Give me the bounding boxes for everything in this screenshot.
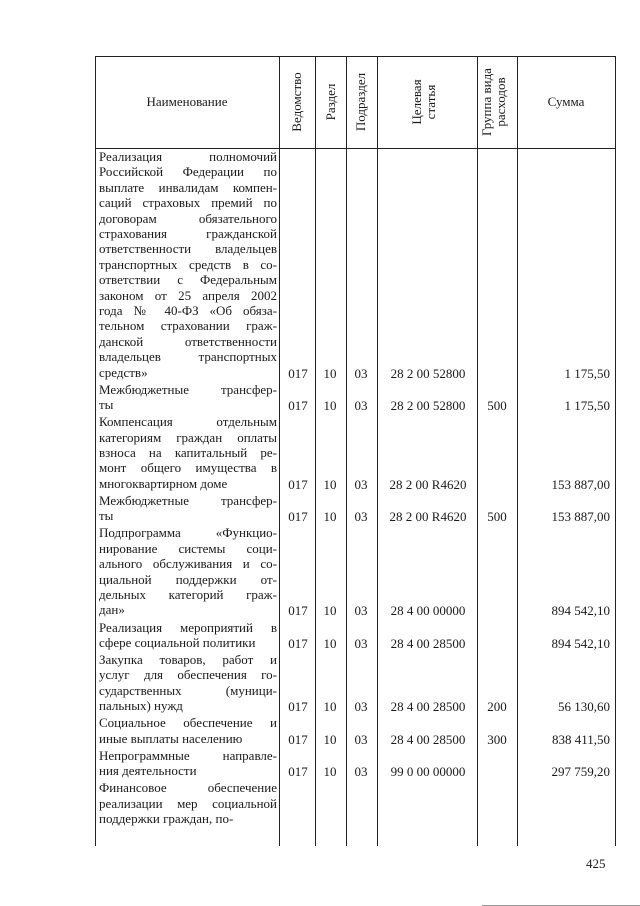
row-summa: 297 759,20 — [551, 764, 610, 780]
row-name-line: Подпрограмма «Функцио- — [99, 525, 277, 541]
row-celevaya-statya: 28 4 00 28500 — [390, 635, 466, 651]
row-podrazdel: 03 — [354, 764, 368, 780]
row-name — [99, 525, 277, 617]
row-name — [99, 620, 277, 651]
header-gruppa-vida-rashodov — [480, 59, 512, 145]
row-name-line: Финансовое обеспечение — [99, 780, 277, 796]
row-summa: 153 887,00 — [551, 476, 610, 492]
row-summa: 1 175,50 — [564, 398, 610, 414]
row-podrazdel: 03 — [354, 603, 368, 619]
header-celevaya-line2: статья — [423, 84, 438, 120]
header-razdel: Раздел — [323, 83, 338, 121]
row-vedomstvo: 017 — [288, 731, 308, 747]
row-name-line: дельных категорий граж- — [99, 587, 277, 603]
row-gruppa-vida: 500 — [487, 509, 507, 525]
row-name — [99, 382, 277, 413]
row-summa: 838 411,50 — [551, 731, 610, 747]
row-celevaya-statya: 28 2 00 52800 — [390, 365, 466, 381]
table-row — [95, 780, 616, 826]
row-name — [99, 493, 277, 524]
header-gruppa-line2: расходов — [493, 77, 508, 127]
header-gruppa-line1: Группа вида — [479, 68, 494, 136]
row-name-line: поддержки граждан, по- — [99, 811, 234, 827]
row-name — [99, 715, 277, 746]
row-celevaya-statya: 28 4 00 28500 — [390, 731, 466, 747]
row-podrazdel: 03 — [354, 509, 368, 525]
row-name-line: услуг для обеспечения го- — [99, 667, 277, 683]
row-vedomstvo: 017 — [288, 764, 308, 780]
row-gruppa-vida: 200 — [487, 699, 507, 715]
table-row — [95, 149, 616, 380]
row-name-line: ответственности владельцев — [99, 241, 277, 257]
row-name-line: иные выплаты населению — [99, 730, 243, 746]
row-vedomstvo: 017 — [288, 509, 308, 525]
row-name — [99, 652, 277, 714]
row-name-line: тельном страховании граж- — [99, 318, 277, 334]
row-vedomstvo: 017 — [288, 603, 308, 619]
row-name-line: сударственных (муници- — [99, 682, 277, 698]
row-name-line: многоквартирном доме — [99, 475, 228, 491]
table-row — [95, 414, 616, 491]
row-razdel: 10 — [323, 635, 337, 651]
row-podrazdel: 03 — [354, 398, 368, 414]
row-summa: 1 175,50 — [564, 365, 610, 381]
row-podrazdel: 03 — [354, 365, 368, 381]
row-vedomstvo: 017 — [288, 476, 308, 492]
row-podrazdel: 03 — [354, 635, 368, 651]
row-name-line: средств» — [99, 364, 148, 380]
row-name-line: дан» — [99, 602, 125, 618]
row-name — [99, 149, 277, 380]
row-name-line: ального обслуживания и со- — [99, 556, 277, 572]
row-name-line: Реализация мероприятий в — [99, 619, 277, 635]
row-razdel: 10 — [323, 731, 337, 747]
row-celevaya-statya: 28 2 00 R4620 — [389, 509, 467, 525]
row-name-line: Закупка товаров, работ и — [99, 652, 277, 667]
row-name-line: реализации мер социальной — [99, 795, 277, 811]
row-name-line: договорам обязательного — [99, 210, 277, 226]
row-celevaya-statya: 28 4 00 00000 — [390, 603, 466, 619]
row-name — [99, 414, 277, 491]
row-name-line: законом от 25 апреля 2002 — [99, 287, 277, 303]
row-podrazdel: 03 — [354, 731, 368, 747]
row-name-line: Компенсация отдельным — [99, 414, 277, 430]
row-name-line: ния деятельности — [99, 763, 197, 779]
header-name: Наименование — [146, 94, 228, 109]
row-summa: 894 542,10 — [551, 635, 610, 651]
table-row — [95, 748, 616, 779]
header-vedomstvo: Ведомство — [289, 72, 304, 132]
row-name-line: страхования гражданской — [99, 226, 277, 242]
header-celevaya-statya — [410, 67, 442, 137]
row-vedomstvo: 017 — [288, 398, 308, 414]
row-razdel: 10 — [323, 509, 337, 525]
row-name-line: пальных) нужд — [99, 698, 183, 714]
table-top-border — [95, 56, 616, 57]
row-summa: 56 130,60 — [558, 699, 610, 715]
row-name-line: ты — [99, 508, 114, 524]
budget-table — [95, 56, 616, 846]
row-name-line: монт общего имущества в — [99, 460, 277, 476]
row-celevaya-statya: 28 4 00 28500 — [390, 699, 466, 715]
row-podrazdel: 03 — [354, 699, 368, 715]
row-vedomstvo: 017 — [288, 699, 308, 715]
row-name-line: Межбюджетные трансфер- — [99, 381, 277, 397]
row-name-line: сфере социальной политики — [99, 634, 256, 650]
row-name-line: категориям граждан оплаты — [99, 429, 277, 445]
row-name-line: ответствии с Федеральным — [99, 272, 277, 288]
row-razdel: 10 — [323, 365, 337, 381]
row-name-line: владельцев транспортных — [99, 349, 277, 365]
row-celevaya-statya: 28 2 00 52800 — [390, 398, 466, 414]
row-name-line: Межбюджетные трансфер- — [99, 492, 277, 508]
table-row — [95, 493, 616, 524]
row-podrazdel: 03 — [354, 476, 368, 492]
table-row — [95, 620, 616, 651]
header-podrazdel: Подраздел — [353, 72, 368, 132]
row-name-line: взноса на капитальный ре- — [99, 445, 277, 460]
table-row — [95, 652, 616, 714]
row-razdel: 10 — [323, 603, 337, 619]
row-name-line: данской ответственности — [99, 333, 277, 349]
row-vedomstvo: 017 — [288, 365, 308, 381]
row-name-line: Социальное обеспечение и — [99, 715, 277, 731]
row-razdel: 10 — [323, 764, 337, 780]
header-summa: Сумма — [547, 94, 585, 109]
row-vedomstvo: 017 — [288, 635, 308, 651]
page-number: 425 — [586, 856, 606, 871]
row-name-line: саций страховых премий по — [99, 195, 277, 211]
row-name-line: Непрограммные направле- — [99, 747, 277, 763]
row-summa: 153 887,00 — [551, 509, 610, 525]
row-name-line: нирование системы соци- — [99, 540, 277, 556]
row-razdel: 10 — [323, 398, 337, 414]
row-summa: 894 542,10 — [551, 603, 610, 619]
row-razdel: 10 — [323, 476, 337, 492]
row-name-line: Российской Федерации по — [99, 164, 277, 180]
row-name-line: транспортных средств в со- — [99, 256, 277, 272]
table-row — [95, 525, 616, 617]
row-name-line: Реализация полномочий — [99, 149, 277, 164]
row-celevaya-statya: 99 0 00 00000 — [390, 764, 466, 780]
table-row — [95, 382, 616, 413]
row-name-line: выплате инвалидам компен- — [99, 179, 277, 195]
row-gruppa-vida: 300 — [487, 731, 507, 747]
row-name — [99, 780, 277, 826]
row-razdel: 10 — [323, 699, 337, 715]
row-gruppa-vida: 500 — [487, 398, 507, 414]
header-celevaya-line1: Целевая — [409, 79, 424, 125]
row-name-line: циальной поддержки от- — [99, 571, 277, 587]
row-celevaya-statya: 28 2 00 R4620 — [389, 476, 467, 492]
table-row — [95, 715, 616, 746]
row-name-line: года № 40-ФЗ «Об обяза- — [99, 303, 277, 319]
row-name-line: ты — [99, 397, 114, 413]
row-name — [99, 748, 277, 779]
